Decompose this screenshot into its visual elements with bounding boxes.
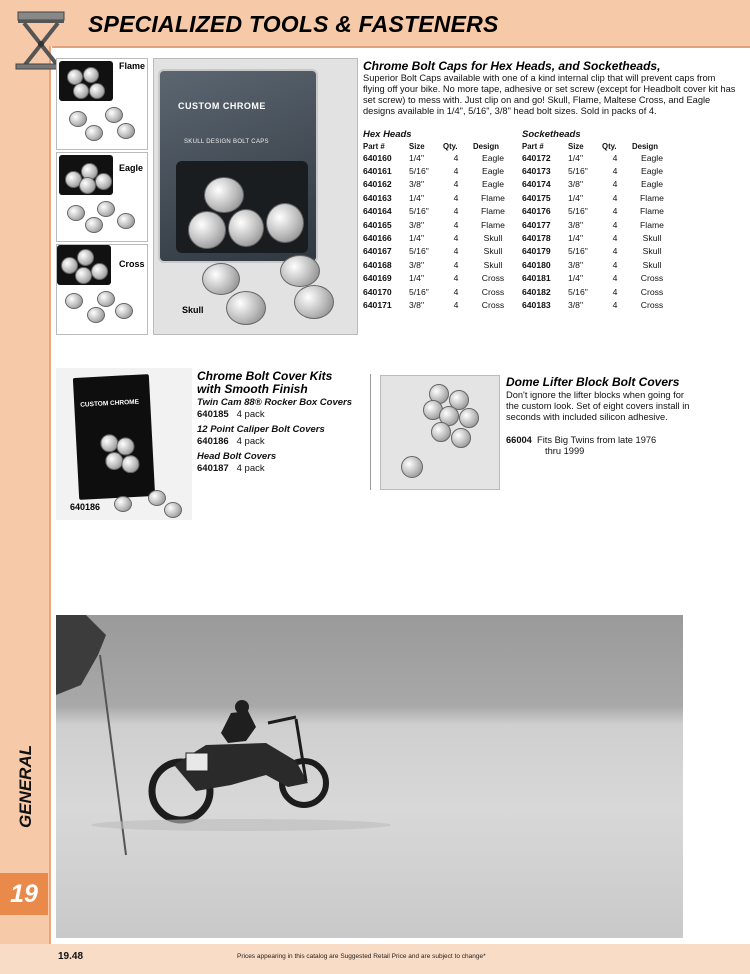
thumbnail-eagle [56,152,148,242]
col-qty: Qty. [443,141,458,151]
dome-covers-description: Don't ignore the lifter blocks when going for the custom look. Set of eight covers install in seconds with included silicon adhesive. [506,390,690,422]
cover-kit-name: Head Bolt Covers [197,451,277,462]
part-number: 640183 [522,299,551,310]
part-number: 640163 [363,192,392,203]
qty-cell: 4 [612,273,618,284]
part-number: 640172 [522,152,551,163]
part-number: 640164 [363,206,392,217]
size-cell: 5/16" [409,246,429,257]
table-row [361,272,515,285]
design-cell: Skull [483,233,503,244]
design-cell: Skull [483,246,503,257]
size-cell: 5/16" [568,166,588,177]
col-design: Design [473,141,499,151]
price-disclaimer: Prices appearing in this catalog are Suggested Retail Price and are subject to change* [237,953,486,960]
cover-kit-name: Twin Cam 88® Rocker Box Covers [197,397,353,408]
part-number: 66004 [506,435,532,445]
design-cell: Flame [640,219,664,230]
col-part: Part # [522,141,544,151]
design-cell: Cross [481,299,505,310]
part-number: 640171 [363,299,392,310]
design-cell: Skull [642,233,662,244]
cover-kits-list [197,397,367,475]
qty-cell: 4 [612,286,618,297]
qty-cell: 4 [453,179,459,190]
size-cell: 3/8" [409,219,424,230]
cover-kit-brand: CUSTOM CHROME [80,398,140,409]
cover-kit-name: 12 Point Caliper Bolt Covers [197,424,325,435]
header-rule [52,46,750,48]
table-row [361,151,515,164]
page-tab: 19 [0,873,48,915]
size-cell: 1/4" [568,233,583,244]
photo-label: Skull [182,305,204,315]
design-cell: Eagle [641,166,663,177]
qty-cell: 4 [612,246,618,257]
thumbnail-label: Eagle [119,163,144,173]
page-number: 19.48 [58,951,84,962]
size-cell: 5/16" [409,166,429,177]
part-number: 640181 [522,273,551,284]
size-cell: 1/4" [409,192,424,203]
dome-covers-fitment [506,435,656,446]
design-cell: Flame [640,192,664,203]
table-row [361,285,515,298]
part-number: 640169 [363,273,392,284]
table-row [520,218,674,231]
table-row [520,245,674,258]
qty-cell: 4 [453,166,459,177]
part-number: 640178 [522,233,551,244]
table-row [361,218,515,231]
table-row [520,205,674,218]
design-cell: Flame [481,219,505,230]
bolt-caps-title: Chrome Bolt Caps for Hex Heads, and Socketheads, [363,59,661,73]
part-number: 640182 [522,286,551,297]
thumbnail-label: Flame [119,61,146,71]
table-row [361,258,515,271]
qty-cell: 4 [453,259,459,270]
design-cell: Eagle [641,179,663,190]
design-cell: Eagle [482,179,504,190]
design-cell: Eagle [641,152,663,163]
size-cell: 3/8" [568,299,583,310]
table-row [520,191,674,204]
cover-kit-package [73,374,155,500]
design-cell: Skull [642,259,662,270]
dome-covers-photo [380,375,500,490]
qty-cell: 4 [453,273,459,284]
size-cell: 3/8" [409,259,424,270]
table-row [361,245,515,258]
table-row [520,178,674,191]
qty-cell: 4 [612,166,618,177]
qty-cell: 4 [453,152,459,163]
part-number: 640177 [522,219,551,230]
design-cell: Skull [642,246,662,257]
pack-size: 4 pack [236,463,265,474]
part-number: 640168 [363,259,392,270]
part-number: 640179 [522,246,551,257]
package-brand: CUSTOM CHROME [178,101,266,111]
qty-cell: 4 [612,233,618,244]
left-strip [0,46,49,974]
cover-kits-title-line1: Chrome Bolt Cover Kits [197,369,333,383]
table-row [361,205,515,218]
design-cell: Flame [481,206,505,217]
table-row [520,231,674,244]
qty-cell: 4 [453,233,459,244]
size-cell: 5/16" [409,206,429,217]
part-number: 640162 [363,179,392,190]
dome-covers-title: Dome Lifter Block Bolt Covers [506,375,680,389]
size-cell: 1/4" [568,273,583,284]
cover-kits-title-line2: with Smooth Finish [197,382,308,396]
qty-cell: 4 [612,206,618,217]
size-cell: 1/4" [409,152,424,163]
col-size: Size [568,141,584,151]
table-row [520,151,674,164]
cover-kit-photo [56,368,192,520]
part-number: 640187 [197,463,229,474]
table-row [520,258,674,271]
size-cell: 3/8" [568,259,583,270]
size-cell: 5/16" [568,246,588,257]
column-divider [370,374,371,490]
design-cell: Cross [481,286,505,297]
page-title: SPECIALIZED TOOLS & FASTENERS [88,11,499,37]
bolt-caps-description: Superior Bolt Caps available with one of a kind internal clip that will prevent caps from flying off your bike. No more tape, adhesive or set screw (except for Headbolt cover kit has set screw) to mess with. Just clip on and go! Skull, Flame, Maltese Cross, and Eagle designs available in 1/4", 5/16", 3/8" head bolt sizes. Sold in packs of 4. [363,73,736,116]
hex-heads-table [361,141,515,312]
socketheads-table [520,141,674,312]
part-number: 640175 [522,192,551,203]
part-number: 640166 [363,233,392,244]
qty-cell: 4 [453,192,459,203]
col-size: Size [409,141,425,151]
cover-kit-part-line [197,463,367,475]
part-number: 640174 [522,179,551,190]
pack-size: 4 pack [236,409,265,420]
design-cell: Cross [481,273,505,284]
design-cell: Flame [481,192,505,203]
table-row [361,231,515,244]
socketheads-label: Socketheads [522,129,581,140]
pack-size: 4 pack [236,436,265,447]
package-text: SKULL DESIGN BOLT CAPS [184,139,269,145]
qty-cell: 4 [612,299,618,310]
hex-heads-label: Hex Heads [363,129,412,140]
col-qty: Qty. [602,141,617,151]
table-row [520,164,674,177]
col-design: Design [632,141,658,151]
size-cell: 5/16" [568,206,588,217]
design-cell: Skull [483,259,503,270]
size-cell: 5/16" [409,286,429,297]
design-cell: Cross [640,286,664,297]
fitment-line: thru 1999 [545,446,585,456]
part-number: 640170 [363,286,392,297]
size-cell: 3/8" [409,179,424,190]
part-number: 640185 [197,409,229,420]
table-row [520,298,674,311]
table-row [361,191,515,204]
skull-bolt-caps-photo [153,58,358,335]
table-row [520,285,674,298]
thumbnail-cross [56,244,148,335]
part-number: 640165 [363,219,392,230]
part-number: 640160 [363,152,392,163]
size-cell: 3/8" [409,299,424,310]
table-row [361,164,515,177]
qty-cell: 4 [453,219,459,230]
size-cell: 1/4" [568,192,583,203]
size-cell: 3/8" [568,219,583,230]
table-row [520,272,674,285]
size-cell: 3/8" [568,179,583,190]
cover-kit-part-line [197,409,367,421]
thumbnail-flame [56,58,148,150]
qty-cell: 4 [453,286,459,297]
section-label: GENERAL [16,744,35,828]
qty-cell: 4 [612,259,618,270]
left-strip-divider [49,46,51,946]
size-cell: 1/4" [568,152,583,163]
fitment-line: Fits Big Twins from late 1976 [537,435,657,445]
salt-flats-motorcycle-photo [56,615,683,938]
col-part: Part # [363,141,385,151]
qty-cell: 4 [453,246,459,257]
qty-cell: 4 [453,206,459,217]
part-number: 640167 [363,246,392,257]
part-number: 640176 [522,206,551,217]
part-number: 640161 [363,166,392,177]
qty-cell: 4 [612,192,618,203]
design-cell: Cross [640,273,664,284]
design-cell: Cross [640,299,664,310]
design-cell: Flame [640,206,664,217]
cover-kit-part-line [197,436,367,448]
table-row [361,178,515,191]
qty-cell: 4 [453,299,459,310]
design-cell: Eagle [482,152,504,163]
part-number: 640173 [522,166,551,177]
qty-cell: 4 [612,179,618,190]
size-cell: 1/4" [409,273,424,284]
qty-cell: 4 [612,219,618,230]
table-row [361,298,515,311]
qty-cell: 4 [612,152,618,163]
part-number: 640180 [522,259,551,270]
thumbnail-label: Cross [119,259,145,269]
design-cell: Eagle [482,166,504,177]
part-number: 640186 [197,436,229,447]
size-cell: 1/4" [409,233,424,244]
photo-label: 640186 [70,502,101,512]
size-cell: 5/16" [568,286,588,297]
